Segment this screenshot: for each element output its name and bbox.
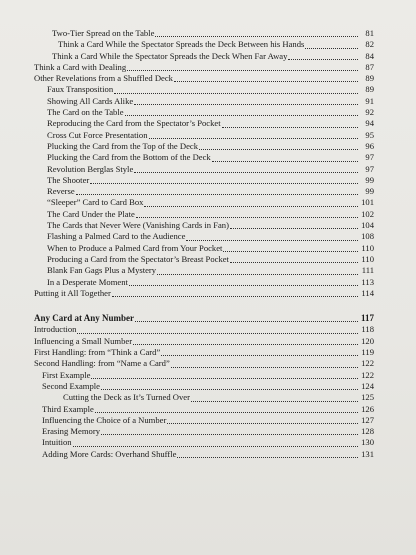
dot-leader xyxy=(223,249,358,252)
toc-entry xyxy=(0,39,416,50)
toc-page-number: 120 xyxy=(361,335,374,346)
toc-entry-title: Second Example xyxy=(42,380,100,391)
toc-entry-title: First Handling: from “Think a Card” xyxy=(34,347,161,358)
toc-entry xyxy=(0,277,416,288)
toc-page-number: 94 xyxy=(365,118,374,129)
dot-leader xyxy=(101,432,358,435)
toc-entry xyxy=(0,265,416,276)
dot-leader xyxy=(76,192,358,195)
dot-leader xyxy=(134,102,358,105)
toc-entry xyxy=(0,437,416,448)
toc-entry-title: Cross Cut Force Presentation xyxy=(47,129,148,140)
toc-page-number: 130 xyxy=(361,437,374,448)
toc-entry-title: Revolution Berglas Style xyxy=(47,163,134,174)
toc-entry xyxy=(0,62,416,73)
dot-leader xyxy=(135,319,358,322)
dot-leader xyxy=(127,68,358,71)
dot-leader xyxy=(114,91,358,94)
toc-entry xyxy=(0,243,416,254)
toc-entry-title: Think a Card While the Spectator Spreads the Deck When Far Away xyxy=(52,50,288,61)
toc-entry-title: Adding More Cards: Overhand Shuffle xyxy=(42,448,177,459)
toc-entry-title: Influencing the Choice of a Number xyxy=(42,414,167,425)
toc-page-number: 99 xyxy=(365,186,374,197)
toc-entry xyxy=(0,347,416,358)
dot-leader xyxy=(222,125,358,128)
toc-entry xyxy=(0,152,416,163)
toc-entry-title: In a Desperate Moment xyxy=(47,276,128,287)
toc-page-number: 122 xyxy=(361,369,374,380)
toc-entry-title: Erasing Memory xyxy=(42,426,100,437)
toc-page-number: 101 xyxy=(361,197,374,208)
toc-page-number: 118 xyxy=(361,324,374,335)
dot-leader xyxy=(133,342,358,345)
toc-page-number: 97 xyxy=(365,152,374,163)
toc-entry-title: Other Revelations from a Shuffled Deck xyxy=(34,73,173,84)
dot-leader xyxy=(230,226,358,229)
toc-section-part1 xyxy=(0,28,416,299)
dot-leader xyxy=(174,79,358,82)
dot-leader xyxy=(129,283,358,286)
dot-leader xyxy=(177,455,358,458)
toc-heading xyxy=(0,313,416,324)
dot-leader xyxy=(230,260,358,263)
dot-leader xyxy=(73,444,358,447)
toc-page-number: 117 xyxy=(360,313,374,324)
toc-page-number: 122 xyxy=(361,358,374,369)
toc-page-number: 89 xyxy=(365,84,374,95)
dot-leader xyxy=(149,136,359,139)
section-gap xyxy=(0,299,416,313)
dot-leader xyxy=(90,181,358,184)
dot-leader xyxy=(95,410,358,413)
toc-entry-title: Think a Card While the Spectator Spreads the Deck Between his Hands xyxy=(58,39,305,50)
toc-page-number: 125 xyxy=(361,392,374,403)
toc-entry-title: Flashing a Palmed Card to the Audience xyxy=(47,231,186,242)
toc-entry-title: Showing All Cards Alike xyxy=(47,95,134,106)
dot-leader xyxy=(112,294,358,297)
toc-entry xyxy=(0,288,416,299)
toc-entry xyxy=(0,175,416,186)
toc-entry xyxy=(0,28,416,39)
toc-entry-title: Plucking the Card from the Top of the Deck xyxy=(47,140,199,151)
toc-page-number: 89 xyxy=(365,73,374,84)
dot-leader xyxy=(212,159,358,162)
toc-page-number: 81 xyxy=(365,28,374,38)
dot-leader xyxy=(125,113,358,116)
toc-entry-title: Reverse xyxy=(47,186,75,197)
toc-entry xyxy=(0,186,416,197)
toc-entry-title: First Example xyxy=(42,369,91,380)
toc-page-number: 126 xyxy=(361,403,374,414)
toc-entry xyxy=(0,392,416,403)
toc-page-number: 99 xyxy=(365,174,374,185)
toc-page-number: 95 xyxy=(365,129,374,140)
toc-entry xyxy=(0,118,416,129)
dot-leader xyxy=(171,365,358,368)
toc-entry xyxy=(0,324,416,335)
toc-page-number: 87 xyxy=(365,61,374,72)
dot-leader xyxy=(144,204,358,207)
toc-page-number: 96 xyxy=(365,140,374,151)
toc-page-number: 82 xyxy=(365,39,374,50)
dot-leader xyxy=(199,147,358,150)
dot-leader xyxy=(288,57,358,60)
toc-entry-title: Third Example xyxy=(42,403,94,414)
toc-entry-title: When to Produce a Palmed Card from Your Pocket xyxy=(47,242,223,253)
toc-entry-title: Producing a Card from the Spectator’s Breast Pocket xyxy=(47,253,229,264)
toc-entry xyxy=(0,51,416,62)
toc-entry-title: The Shooter xyxy=(47,174,90,185)
toc-entry xyxy=(0,370,416,381)
toc-page-number: 113 xyxy=(361,276,374,287)
toc-entry-title: Influencing a Small Number xyxy=(34,335,133,346)
dot-leader xyxy=(167,421,358,424)
toc-entry xyxy=(0,358,416,369)
toc-page-number: 91 xyxy=(365,95,374,106)
toc-entry xyxy=(0,84,416,95)
dot-leader xyxy=(305,46,358,49)
toc-entry xyxy=(0,449,416,460)
toc-page-number: 131 xyxy=(361,448,374,459)
table-of-contents xyxy=(0,28,416,460)
toc-entry xyxy=(0,415,416,426)
toc-entry xyxy=(0,220,416,231)
toc-section-part2 xyxy=(0,313,416,460)
toc-entry xyxy=(0,426,416,437)
toc-page-number: 127 xyxy=(361,414,374,425)
dot-leader xyxy=(101,387,358,390)
toc-entry-title: “Sleeper” Card to Card Box xyxy=(47,197,144,208)
toc-entry xyxy=(0,404,416,415)
dot-leader xyxy=(134,170,358,173)
toc-page-number: 102 xyxy=(361,208,374,219)
dot-leader xyxy=(157,272,358,275)
toc-entry-title: Blank Fan Gags Plus a Mystery xyxy=(47,265,157,276)
toc-entry xyxy=(0,209,416,220)
toc-entry-title: Faux Transposition xyxy=(47,84,114,95)
toc-page-number: 114 xyxy=(361,287,374,298)
toc-page-number: 84 xyxy=(365,50,374,61)
dot-leader xyxy=(191,399,358,402)
toc-entry xyxy=(0,197,416,208)
toc-entry-title: The Card on the Table xyxy=(47,107,124,118)
toc-entry-title: The Cards that Never Were (Vanishing Cards in Fan) xyxy=(47,220,229,231)
toc-entry-title: The Card Under the Plate xyxy=(47,208,135,219)
toc-page-number: 110 xyxy=(361,253,374,264)
toc-entry xyxy=(0,96,416,107)
dot-leader xyxy=(136,215,358,218)
toc-entry-title: Reproducing the Card from the Spectator’s Pocket xyxy=(47,118,221,129)
dot-leader xyxy=(161,353,358,356)
toc-page-number: 108 xyxy=(361,231,374,242)
dot-leader xyxy=(155,34,358,37)
toc-entry xyxy=(0,130,416,141)
toc-entry xyxy=(0,254,416,265)
toc-entry xyxy=(0,73,416,84)
toc-entry xyxy=(0,336,416,347)
toc-entry xyxy=(0,164,416,175)
toc-entry-title: Two-Tier Spread on the Table xyxy=(52,28,155,38)
toc-page-number: 111 xyxy=(361,265,374,276)
toc-page-number: 110 xyxy=(361,242,374,253)
toc-entry-title: Any Card at Any Number xyxy=(34,313,135,324)
toc-page-number: 119 xyxy=(361,347,374,358)
toc-entry-title: Second Handling: from “Name a Card” xyxy=(34,358,170,369)
dot-leader xyxy=(77,331,358,334)
toc-page-number: 92 xyxy=(365,107,374,118)
toc-entry-title: Think a Card with Dealing xyxy=(34,61,127,72)
toc-entry xyxy=(0,141,416,152)
toc-entry-title: Plucking the Card from the Bottom of the Deck xyxy=(47,152,211,163)
dot-leader xyxy=(91,376,358,379)
toc-page-number: 124 xyxy=(361,380,374,391)
toc-entry xyxy=(0,231,416,242)
toc-entry-title: Putting it All Together xyxy=(34,287,111,298)
toc-page-number: 97 xyxy=(365,163,374,174)
dot-leader xyxy=(186,238,358,241)
toc-entry xyxy=(0,107,416,118)
toc-entry-title: Intuition xyxy=(42,437,72,448)
toc-entry-title: Cutting the Deck as It’s Turned Over xyxy=(63,392,190,403)
toc-page-number: 128 xyxy=(361,426,374,437)
toc-page-number: 104 xyxy=(361,220,374,231)
toc-entry xyxy=(0,381,416,392)
toc-entry-title: Introduction xyxy=(34,324,77,335)
